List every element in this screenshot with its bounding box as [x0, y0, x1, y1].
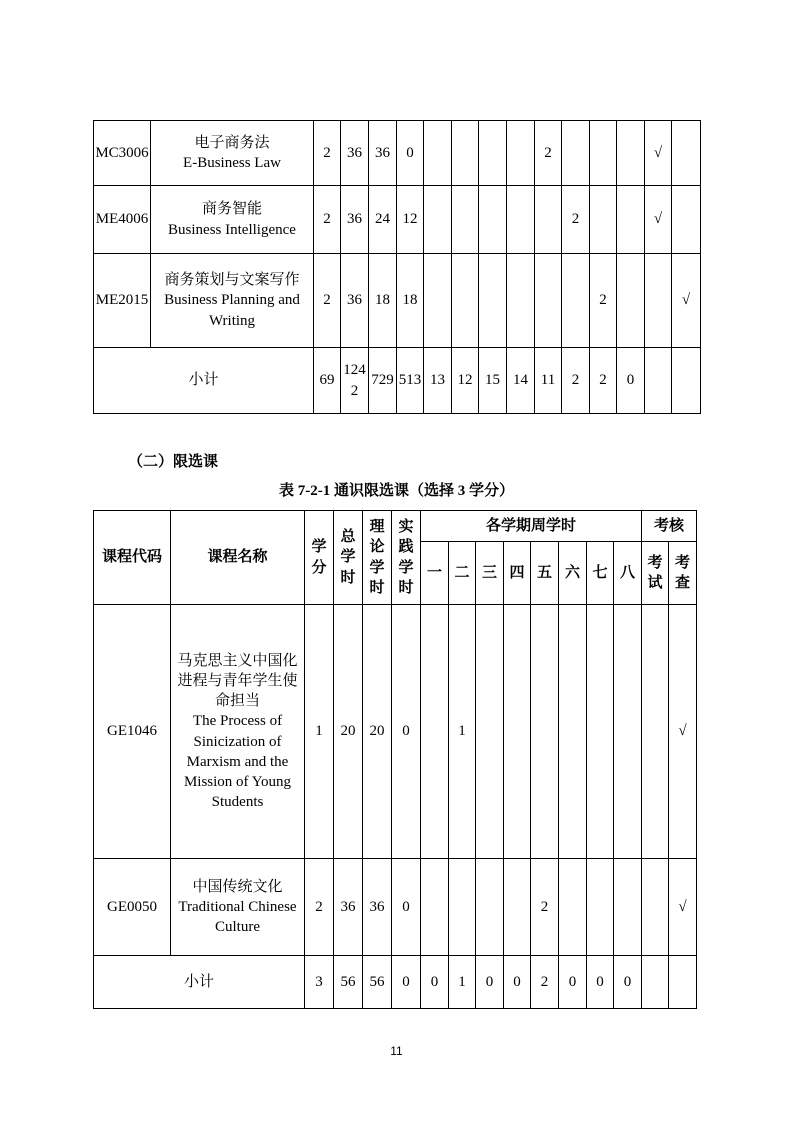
- semester-cell: [479, 186, 507, 254]
- semester-cell: [504, 605, 531, 859]
- course-name-en: Business Planning and Writing: [164, 292, 300, 329]
- check-cell: [672, 121, 701, 186]
- course-code-cell: ME2015: [94, 254, 151, 348]
- theory-hours-cell: 18: [369, 254, 397, 348]
- theory-hours-cell: 36: [369, 121, 397, 186]
- course-name-en: E-Business Law: [183, 155, 281, 171]
- table-title: 表 7-2-1 通识限选课（选择 3 学分）: [279, 483, 514, 499]
- semester-cell: [562, 121, 590, 186]
- course-name-cell: [171, 605, 305, 859]
- semester-cell: 1: [449, 956, 476, 1009]
- semester-cell: 2: [562, 186, 590, 254]
- semester-cell: 0: [617, 348, 645, 414]
- credits-cell: 2: [314, 121, 341, 186]
- theory-hours-cell: 20: [363, 605, 392, 859]
- header-check: 考查: [669, 542, 697, 605]
- general-elective-table: [93, 510, 697, 1009]
- semester-cell: [559, 859, 587, 956]
- semester-cell: [535, 186, 562, 254]
- exam-cell: [645, 348, 672, 414]
- credits-cell: 3: [305, 956, 334, 1009]
- header-credits: 学分: [305, 511, 334, 605]
- header-row: [94, 511, 697, 542]
- header-course-name: 课程名称: [171, 511, 305, 605]
- course-name-zh: 马克思主义中国化进程与青年学生使命担当: [177, 652, 298, 709]
- semester-cell: 15: [479, 348, 507, 414]
- semester-cell: 0: [421, 956, 449, 1009]
- course-code-cell: MC3006: [94, 121, 151, 186]
- header-semester-5: 五: [531, 542, 559, 605]
- semester-cell: [452, 186, 479, 254]
- semester-cell: [590, 186, 617, 254]
- semester-cell: [476, 859, 504, 956]
- semester-cell: 13: [424, 348, 452, 414]
- header-exam: 考试: [642, 542, 669, 605]
- course-name-zh: 电子商务法: [194, 134, 270, 151]
- semester-cell: [587, 859, 614, 956]
- subtotal-row: [94, 956, 697, 1009]
- semester-cell: 11: [535, 348, 562, 414]
- header-course-code: 课程代码: [94, 511, 171, 605]
- subtotal-label-cell: 小计: [94, 348, 314, 414]
- header-semester-4: 四: [504, 542, 531, 605]
- semester-cell: [421, 605, 449, 859]
- semester-cell: [476, 605, 504, 859]
- course-row: [94, 605, 697, 859]
- semester-cell: 0: [476, 956, 504, 1009]
- semester-cell: [424, 121, 452, 186]
- practice-hours-cell: 0: [392, 605, 421, 859]
- semester-cell: [531, 605, 559, 859]
- semester-cell: 2: [535, 121, 562, 186]
- semester-cell: [590, 121, 617, 186]
- course-name-cell: [151, 121, 314, 186]
- header-semester-2: 二: [449, 542, 476, 605]
- total-hours-cell: 20: [334, 605, 363, 859]
- semester-cell: 12: [452, 348, 479, 414]
- subtotal-label-cell: 小计: [94, 956, 305, 1009]
- section-heading: （二）限选课: [128, 454, 219, 470]
- semester-cell: [449, 859, 476, 956]
- semester-cell: [507, 254, 535, 348]
- course-name-zh: 中国传统文化: [192, 878, 283, 895]
- semester-cell: 2: [531, 956, 559, 1009]
- course-name-en: Business Intelligence: [168, 221, 296, 238]
- credits-cell: 2: [305, 859, 334, 956]
- semester-cell: [504, 859, 531, 956]
- header-weekly-hours: 各学期周学时: [421, 511, 642, 542]
- semester-cell: 0: [614, 956, 642, 1009]
- semester-cell: [507, 121, 535, 186]
- header-assessment: 考核: [642, 511, 697, 542]
- total-hours-cell: 56: [334, 956, 363, 1009]
- course-row: [94, 254, 701, 348]
- credits-cell: 2: [314, 186, 341, 254]
- course-name-cell: [171, 859, 305, 956]
- header-semester-8: 八: [614, 542, 642, 605]
- semester-cell: [617, 186, 645, 254]
- credits-cell: 69: [314, 348, 341, 414]
- course-code-cell: GE0050: [94, 859, 171, 956]
- practice-hours-cell: 0: [397, 121, 424, 186]
- semester-cell: 2: [531, 859, 559, 956]
- practice-hours-cell: 18: [397, 254, 424, 348]
- practice-hours-cell: 0: [392, 956, 421, 1009]
- practice-hours-cell: 513: [397, 348, 424, 414]
- course-row: [94, 121, 701, 186]
- theory-hours-cell: 36: [363, 859, 392, 956]
- course-code-cell: ME4006: [94, 186, 151, 254]
- page-number: 11: [390, 1044, 403, 1058]
- semester-cell: [617, 254, 645, 348]
- exam-cell: [645, 254, 672, 348]
- total-hours-cell: 1242: [341, 348, 369, 414]
- course-name-zh: 商务智能: [201, 201, 262, 218]
- semester-cell: [452, 254, 479, 348]
- course-row: [94, 186, 701, 254]
- exam-cell: √: [645, 121, 672, 186]
- check-cell: [672, 186, 701, 254]
- check-cell: √: [672, 254, 701, 348]
- course-table-continued: [93, 120, 701, 414]
- semester-cell: 2: [562, 348, 590, 414]
- semester-cell: 2: [590, 348, 617, 414]
- semester-cell: [535, 254, 562, 348]
- course-name-zh: 商务策划与文案写作: [164, 272, 300, 289]
- total-hours-cell: 36: [334, 859, 363, 956]
- course-name-cell: [151, 254, 314, 348]
- total-hours-cell: 36: [341, 186, 369, 254]
- semester-cell: 0: [559, 956, 587, 1009]
- exam-cell: [642, 605, 669, 859]
- header-theory-hours: 理论学时: [363, 511, 392, 605]
- semester-cell: 14: [507, 348, 535, 414]
- check-cell: √: [669, 605, 697, 859]
- semester-cell: [479, 254, 507, 348]
- theory-hours-cell: 729: [369, 348, 397, 414]
- semester-cell: [617, 121, 645, 186]
- semester-cell: [562, 254, 590, 348]
- course-name-en: Traditional Chinese Culture: [178, 898, 297, 936]
- semester-cell: [559, 605, 587, 859]
- practice-hours-cell: 0: [392, 859, 421, 956]
- course-code-cell: GE1046: [94, 605, 171, 859]
- semester-cell: [479, 121, 507, 186]
- check-cell: √: [669, 859, 697, 956]
- semester-cell: [424, 254, 452, 348]
- total-hours-cell: 36: [341, 121, 369, 186]
- course-name-en: The Process of Sinicization of Marxism and the Mission of Young Students: [183, 713, 292, 811]
- course-name-cell: [151, 186, 314, 254]
- semester-cell: [614, 605, 642, 859]
- semester-cell: [421, 859, 449, 956]
- header-semester-1: 一: [421, 542, 449, 605]
- semester-cell: [507, 186, 535, 254]
- exam-cell: [642, 956, 669, 1009]
- theory-hours-cell: 56: [363, 956, 392, 1009]
- credits-cell: 1: [305, 605, 334, 859]
- check-cell: [669, 956, 697, 1009]
- semester-cell: 2: [590, 254, 617, 348]
- semester-cell: [587, 605, 614, 859]
- semester-cell: 0: [587, 956, 614, 1009]
- subtotal-row: [94, 348, 701, 414]
- course-row: [94, 859, 697, 956]
- header-semester-6: 六: [559, 542, 587, 605]
- header-practice-hours: 实践学时: [392, 511, 421, 605]
- theory-hours-cell: 24: [369, 186, 397, 254]
- semester-cell: 0: [504, 956, 531, 1009]
- exam-cell: [642, 859, 669, 956]
- practice-hours-cell: 12: [397, 186, 424, 254]
- semester-cell: [614, 859, 642, 956]
- header-total-hours: 总学时: [334, 511, 363, 605]
- semester-cell: [424, 186, 452, 254]
- total-hours-cell: 36: [341, 254, 369, 348]
- semester-cell: [452, 121, 479, 186]
- header-semester-3: 三: [476, 542, 504, 605]
- credits-cell: 2: [314, 254, 341, 348]
- header-semester-7: 七: [587, 542, 614, 605]
- semester-cell: 1: [449, 605, 476, 859]
- exam-cell: √: [645, 186, 672, 254]
- check-cell: [672, 348, 701, 414]
